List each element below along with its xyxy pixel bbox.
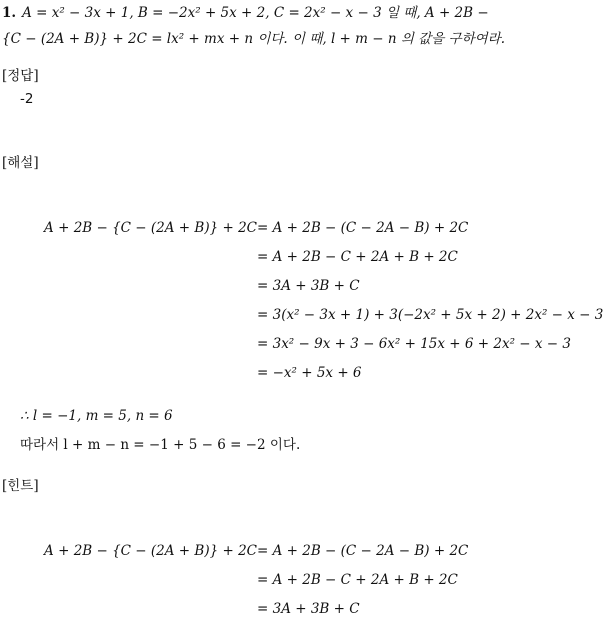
solution-therefore: ∴ l = −1, m = 5, n = 6 <box>20 408 173 424</box>
problem-statement <box>2 0 606 52</box>
problem-text-line-2: {C − (2A + B)} + 2C = lx² + mx + n 이다. 이 때, l + m − n 의 값을 구하여라. <box>2 31 506 47</box>
solution-label: [해설] <box>2 155 39 171</box>
problem-number: 1. <box>2 5 17 21</box>
solution-step: = A + 2B − C + 2A + B + 2C <box>257 249 458 265</box>
problem-line-2 <box>2 26 606 52</box>
hint-label: [힌트] <box>2 478 39 494</box>
problem-text-line-1: A = x² − 3x + 1, B = −2x² + 5x + 2, C = 2x² − x − 3 일 때, A + 2B − <box>22 5 489 21</box>
answer-label: [정답] <box>2 68 39 84</box>
solution-equation-lhs: A + 2B − {C − (2A + B)} + 2C <box>44 220 257 236</box>
hint-step: = A + 2B − C + 2A + B + 2C <box>257 572 458 588</box>
hint-step: = 3A + 3B + C <box>257 601 360 617</box>
solution-step: = 3x² − 9x + 3 − 6x² + 15x + 6 + 2x² − x − 3 <box>257 336 571 352</box>
solution-step: = −x² + 5x + 6 <box>257 365 362 381</box>
solution-conclusion: 따라서 l + m − n = −1 + 5 − 6 = −2 이다. <box>20 437 301 453</box>
hint-step: = A + 2B − (C − 2A − B) + 2C <box>257 543 469 559</box>
answer-value: -2 <box>20 91 34 107</box>
hint-equation-lhs: A + 2B − {C − (2A + B)} + 2C <box>44 543 257 559</box>
solution-step: = A + 2B − (C − 2A − B) + 2C <box>257 220 469 236</box>
solution-step: = 3(x² − 3x + 1) + 3(−2x² + 5x + 2) + 2x² − x − 3 <box>257 307 604 323</box>
problem-line-1 <box>2 0 606 26</box>
solution-step: = 3A + 3B + C <box>257 278 360 294</box>
